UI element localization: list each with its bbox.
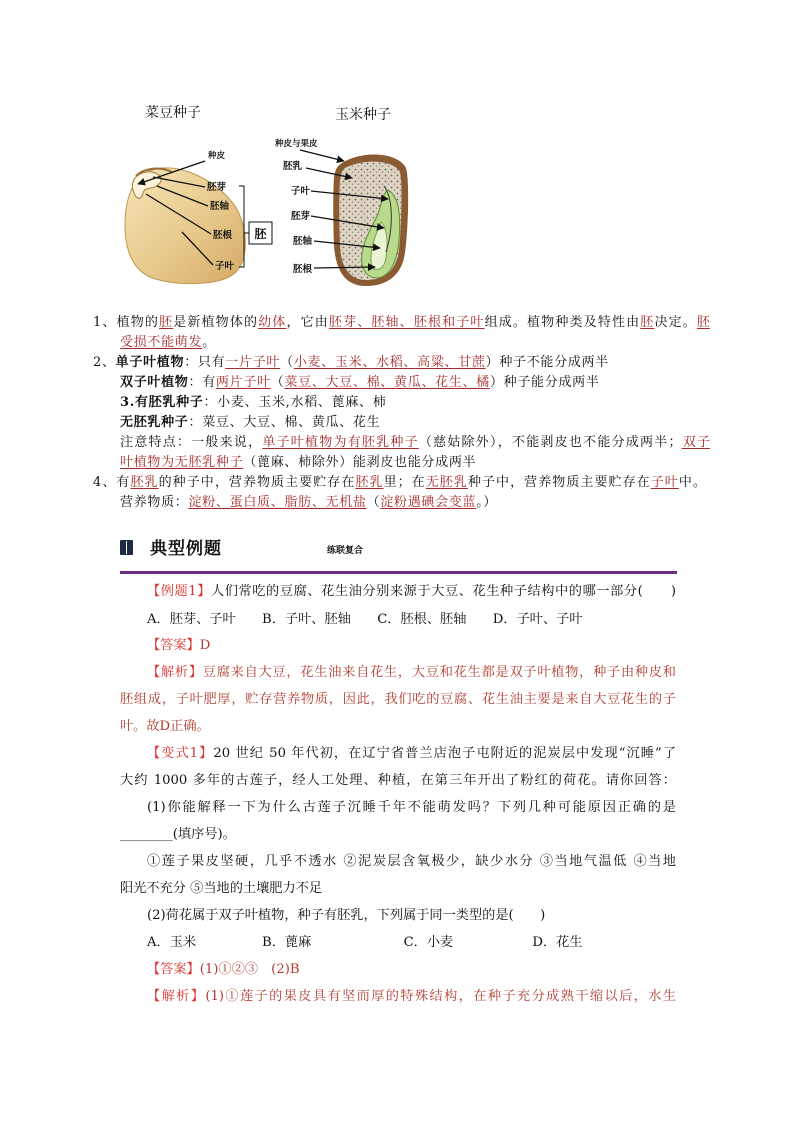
corn-label-coat: 种皮与果皮 — [275, 139, 318, 149]
example-line-4-segment: 豆腐来自大豆，花生油来自花生，大豆和花生都是双子叶植物，种子由种皮和 — [202, 665, 676, 680]
note-line-2 — [120, 334, 216, 352]
note-line-8 — [120, 454, 476, 472]
example-line-7-segment: 【变式1】 — [147, 746, 214, 761]
example-line-11-segment: ①莲子果皮坚硬，几乎不透水 ②泥炭层含氧极少，缺少水分 ③当地气温低 ④当地 — [147, 854, 676, 869]
example-line-16 — [147, 986, 676, 1008]
book-icon — [120, 540, 133, 555]
note-line-1-segment: 决定。 — [654, 315, 697, 330]
bean-label-hypocotyl: 胚轴 — [210, 201, 230, 212]
note-line-10 — [120, 494, 497, 512]
note-line-1-segment: 胚 — [696, 315, 710, 330]
section-divider — [120, 571, 677, 574]
example-line-12 — [120, 878, 322, 900]
example-line-7 — [147, 743, 676, 765]
example-line-4 — [147, 662, 676, 684]
note-line-9-segment: 胚乳 — [355, 475, 384, 490]
example-line-6-segment: 叶。故D正确。 — [120, 719, 210, 734]
bean-label-radicle: 胚根 — [213, 230, 233, 241]
note-line-3-segment: 2、 — [93, 355, 116, 370]
note-line-1 — [93, 314, 710, 332]
note-line-4-segment: ）种子能分成两半 — [489, 375, 600, 390]
example-line-16-segment: (1)①莲子的果皮具有坚而厚的特殊结构，在种子充分成熟干缩以后，水生 — [205, 989, 676, 1004]
example-line-1-segment: 人们常吃的豆腐、花生油分别来源于大豆、花生种子结构中的哪一部分( ) — [211, 584, 676, 599]
note-line-9-segment: 胚乳 — [130, 475, 159, 490]
example-line-12-segment: 阳光不充分 ⑤当地的土壤肥力不足 — [120, 881, 323, 896]
note-line-3-segment: ）种子不能分成两半 — [485, 355, 609, 370]
note-line-10-segment: （ — [366, 495, 381, 510]
corn-label-cotyledon: 子叶 — [291, 186, 311, 197]
note-line-1-segment: ，它由 — [286, 315, 329, 330]
example-line-1-segment: 【例题1】 — [147, 584, 212, 599]
example-line-5-segment: 胚组成，子叶肥厚，贮存营养物质，因此，我们吃的豆腐、花生油主要是来自大豆花生的子 — [120, 692, 676, 707]
section-title: 典型例题 — [150, 539, 222, 559]
note-line-5-segment: 3.有胚乳种子 — [120, 395, 204, 410]
note-line-1-segment: 胚芽、胚轴、胚根和子叶 — [328, 315, 485, 330]
bean-label-plumule: 胚芽 — [207, 182, 227, 193]
example-line-1 — [147, 581, 676, 603]
note-line-6 — [120, 414, 380, 432]
corn-label-endosperm: 胚乳 — [283, 161, 303, 172]
example-line-2-segment: A．胚芽、子叶 B．子叶、胚轴 C．胚根、胚轴 D．子叶、子叶 — [147, 612, 583, 627]
note-line-5 — [120, 394, 386, 412]
note-line-3 — [93, 354, 609, 372]
note-line-7-segment: 注意特点：一般来说， — [120, 435, 263, 450]
note-line-6-segment: 无胚乳种子 — [120, 415, 189, 430]
note-line-3-segment: 一片子叶 — [225, 355, 281, 370]
note-line-10-segment: 。） — [476, 495, 498, 510]
example-line-14-segment: A．玉米 B．蓖麻 C．小麦 D．花生 — [147, 935, 583, 950]
example-line-7-segment: 20 世纪 50 年代初，在辽宁省普兰店泡子屯附近的泥炭层中发现“沉睡”了 — [213, 746, 676, 761]
note-line-7-segment: （慈姑除外），不能剥皮也不能分成两半； — [418, 435, 682, 450]
note-line-1-segment: 胚 — [640, 315, 655, 330]
note-line-9-segment: 无胚乳 — [425, 475, 468, 490]
example-line-3-segment: D — [199, 638, 211, 653]
example-line-14 — [147, 932, 583, 954]
note-line-8-segment: （蓖麻、柿除外）能剥皮也能分成两半 — [243, 455, 477, 470]
example-line-5 — [120, 689, 676, 711]
example-line-6 — [120, 716, 210, 738]
example-line-2 — [147, 609, 583, 631]
note-line-9-segment: 里；在 — [383, 475, 426, 490]
example-line-8-segment: 大约 1000 多年的古莲子，经人工处理、种植，在第三年开出了粉红的荷花。请你回答： — [120, 773, 676, 788]
note-line-9-segment: 4、有 — [93, 475, 131, 490]
note-line-4-segment: （ — [270, 375, 285, 390]
note-line-8-segment: 叶植物为无胚乳种子 — [120, 455, 244, 470]
corn-seed-drawing — [333, 154, 408, 286]
corn-label-plumule: 胚芽 — [291, 211, 311, 222]
note-line-10-segment: 淀粉、蛋白质、脂肪、无机盐 — [188, 495, 367, 510]
note-line-2-segment: 。 — [202, 335, 216, 350]
note-line-1-segment: 组成。植物种类及特性由 — [484, 315, 641, 330]
bean-label-seed-coat: 种皮 — [208, 151, 226, 161]
embryo-box-label: 胚 — [254, 227, 267, 241]
bean-label-cotyledon: 子叶 — [215, 261, 235, 272]
example-line-10 — [120, 824, 236, 846]
example-line-11 — [147, 851, 676, 873]
note-line-9 — [93, 474, 706, 492]
example-line-15-segment: (1)①②③ (2)B — [199, 962, 300, 977]
note-line-4-segment: 菜豆、大豆、棉、黄瓜、花生、橘 — [284, 375, 490, 390]
note-line-6-segment: ：菜豆、大豆、棉、黄瓜、花生 — [188, 415, 381, 430]
example-line-9-segment: (1)你能解释一下为什么古莲子沉睡千年不能萌发吗？下列几种可能原因正确的是 — [147, 800, 676, 815]
note-line-3-segment: 单子叶植物 — [115, 355, 185, 370]
note-line-1-segment: 胚 — [159, 315, 174, 330]
note-line-9-segment: 子叶 — [650, 475, 679, 490]
note-line-5-segment: ：小麦、玉米,水稻、蓖麻、柿 — [203, 395, 387, 410]
corn-pointer-coat — [300, 150, 344, 161]
note-line-1-segment: 1、植物的 — [93, 315, 160, 330]
note-line-4-segment: 双子叶植物 — [120, 375, 189, 390]
note-line-3-segment: （ — [280, 355, 294, 370]
note-line-1-segment: 是新植物体的 — [173, 315, 259, 330]
example-line-8 — [120, 770, 676, 792]
note-line-2-segment: 受损不能萌发 — [120, 335, 203, 350]
corn-label-hypocotyl: 胚轴 — [293, 236, 313, 247]
note-line-9-segment: 中。 — [678, 475, 706, 490]
example-line-15-segment: 【答案】 — [147, 962, 200, 977]
example-line-10-segment: ________(填序号)。 — [120, 827, 236, 842]
example-line-13-segment: (2)荷花属于双子叶植物，种子有胚乳，下列属于同一类型的是( ) — [147, 908, 546, 923]
example-line-4-segment: 【解析】 — [147, 665, 203, 680]
note-line-9-segment: 种子中，营养物质主要贮存在 — [467, 475, 651, 490]
corn-label-radicle: 胚根 — [293, 264, 313, 275]
note-line-4-segment: ：有 — [188, 375, 216, 390]
note-line-3-segment: ：只有 — [184, 355, 226, 370]
corn-seed-title: 玉米种子 — [335, 107, 391, 123]
note-line-7-segment: 双子 — [681, 435, 710, 450]
bean-seed-title: 菜豆种子 — [145, 105, 201, 121]
example-line-15 — [147, 959, 300, 981]
note-line-4-segment: 两片子叶 — [215, 375, 271, 390]
note-line-1-segment: 幼体 — [258, 315, 287, 330]
note-line-4 — [120, 374, 600, 392]
note-line-10-segment: 淀粉遇碘会变蓝 — [380, 495, 477, 510]
example-line-9 — [147, 797, 676, 819]
example-line-3 — [147, 635, 210, 657]
example-line-16-segment: 【解析】 — [147, 989, 206, 1004]
note-line-9-segment: 的种子中，营养物质主要贮存在 — [158, 475, 356, 490]
note-line-10-segment: 营养物质： — [120, 495, 189, 510]
example-line-3-segment: 【答案】 — [147, 638, 200, 653]
section-subtitle: 练联复合 — [327, 546, 364, 556]
note-line-7 — [120, 434, 710, 452]
note-line-7-segment: 单子叶植物为有胚乳种子 — [262, 435, 419, 450]
note-line-3-segment: 小麦、玉米、水稻、高粱、甘蔗 — [293, 355, 486, 370]
example-line-13 — [147, 905, 545, 927]
seed-structure-figure — [0, 0, 794, 300]
